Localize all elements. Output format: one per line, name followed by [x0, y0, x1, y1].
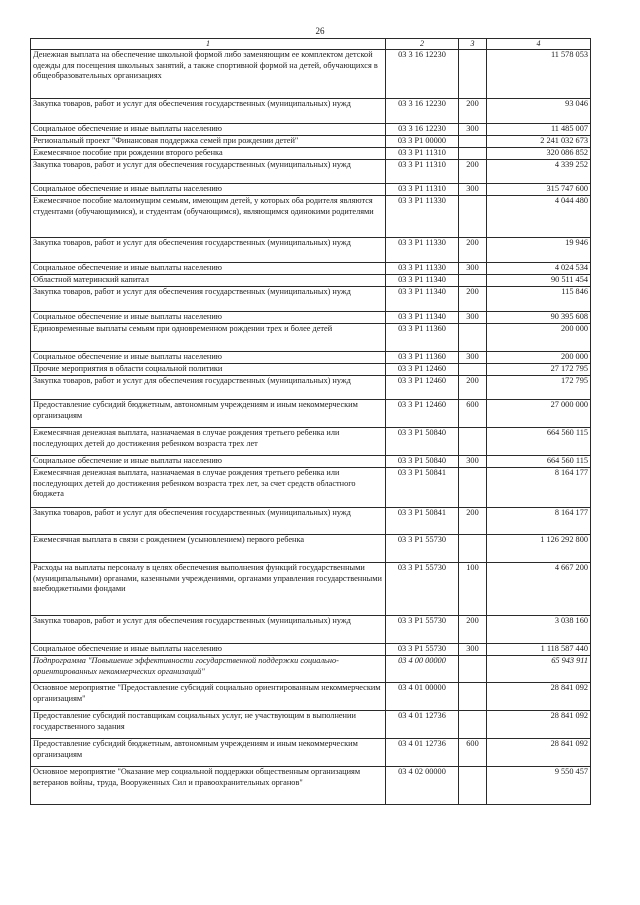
header-cell-amount: 4 — [487, 39, 591, 50]
row-kind: 200 — [459, 287, 487, 312]
row-code: 03 3 P1 55730 — [386, 563, 459, 616]
row-kind — [459, 468, 487, 508]
row-code: 03 3 16 12230 — [386, 124, 459, 136]
row-kind: 600 — [459, 400, 487, 428]
header-cell-name: 1 — [31, 39, 386, 50]
row-amount: 8 164 177 — [487, 508, 591, 535]
row-code: 03 3 P1 55730 — [386, 644, 459, 656]
row-amount: 664 560 115 — [487, 456, 591, 468]
row-code: 03 3 P1 55730 — [386, 535, 459, 563]
row-kind: 200 — [459, 616, 487, 644]
table-row — [31, 456, 591, 468]
row-code: 03 3 P1 11340 — [386, 275, 459, 287]
row-amount: 115 846 — [487, 287, 591, 312]
table-row — [31, 563, 591, 616]
row-name: Расходы на выплаты персоналу в целях обеспечения выполнения функций государственными (муниципальными) органами, казенными учреждениями, органами управления государственными внебюджетными фондами — [31, 563, 386, 616]
row-name: Подпрограмма "Повышение эффективности государственной поддержки социально-ориентированных некоммерческих организаций" — [31, 656, 386, 683]
table-row — [31, 508, 591, 535]
row-name: Закупка товаров, работ и услуг для обеспечения государственных (муниципальных) нужд — [31, 238, 386, 263]
row-kind: 200 — [459, 99, 487, 124]
table-row — [31, 352, 591, 364]
row-amount: 8 164 177 — [487, 468, 591, 508]
row-amount: 28 841 092 — [487, 711, 591, 739]
row-code: 03 3 P1 00000 — [386, 136, 459, 148]
row-name: Ежемесячное пособие малоимущим семьям, имеющим детей, у которых оба родителя являются студентами (обучающимися), и студентам (обучающимся), являющимся одинокими родителями — [31, 196, 386, 238]
row-kind — [459, 148, 487, 160]
row-kind — [459, 767, 487, 805]
row-code: 03 3 P1 11330 — [386, 196, 459, 238]
table-row — [31, 683, 591, 711]
row-amount: 65 943 911 — [487, 656, 591, 683]
row-code: 03 3 P1 12460 — [386, 364, 459, 376]
budget-table — [30, 38, 591, 805]
table-row — [31, 739, 591, 767]
table-row — [31, 616, 591, 644]
row-amount: 320 086 852 — [487, 148, 591, 160]
row-kind — [459, 50, 487, 99]
row-name: Закупка товаров, работ и услуг для обеспечения государственных (муниципальных) нужд — [31, 287, 386, 312]
header-cell-kind: 3 — [459, 39, 487, 50]
row-kind: 200 — [459, 238, 487, 263]
row-code: 03 3 P1 11340 — [386, 312, 459, 324]
page-number: 26 — [315, 26, 325, 36]
row-amount: 4 044 480 — [487, 196, 591, 238]
row-code: 03 3 P1 50840 — [386, 428, 459, 456]
row-kind: 200 — [459, 508, 487, 535]
row-code: 03 3 16 12230 — [386, 50, 459, 99]
row-kind — [459, 275, 487, 287]
row-amount: 2 241 032 673 — [487, 136, 591, 148]
row-name: Прочие мероприятия в области социальной политики — [31, 364, 386, 376]
row-kind — [459, 683, 487, 711]
row-name: Основное мероприятие "Оказание мер социальной поддержки общественным организациям ветеранов войны, труда, Вооруженных Сил и правоохранительных органов" — [31, 767, 386, 805]
row-code: 03 3 P1 50841 — [386, 468, 459, 508]
row-amount: 90 395 608 — [487, 312, 591, 324]
row-name: Предоставление субсидий бюджетным, автономным учреждениям и иным некоммерческим организациям — [31, 739, 386, 767]
row-code: 03 3 P1 11330 — [386, 238, 459, 263]
table-row — [31, 400, 591, 428]
table-row — [31, 656, 591, 683]
row-amount: 1 126 292 800 — [487, 535, 591, 563]
table-row — [31, 124, 591, 136]
row-kind — [459, 196, 487, 238]
row-kind — [459, 428, 487, 456]
row-name: Социальное обеспечение и иные выплаты населению — [31, 124, 386, 136]
table-row — [31, 263, 591, 275]
row-name: Ежемесячная денежная выплата, назначаемая в случае рождения третьего ребенка или последующих детей до достижения ребенком возраста трех лет — [31, 428, 386, 456]
row-amount: 200 000 — [487, 352, 591, 364]
table-row — [31, 50, 591, 99]
table-row — [31, 535, 591, 563]
row-kind — [459, 136, 487, 148]
row-name: Закупка товаров, работ и услуг для обеспечения государственных (муниципальных) нужд — [31, 160, 386, 184]
row-code: 03 4 01 12736 — [386, 739, 459, 767]
row-amount: 93 046 — [487, 99, 591, 124]
row-amount: 200 000 — [487, 324, 591, 352]
row-name: Закупка товаров, работ и услуг для обеспечения государственных (муниципальных) нужд — [31, 99, 386, 124]
table-row — [31, 148, 591, 160]
table-row — [31, 196, 591, 238]
row-code: 03 3 P1 11340 — [386, 287, 459, 312]
row-kind: 300 — [459, 312, 487, 324]
row-name: Социальное обеспечение и иные выплаты населению — [31, 352, 386, 364]
row-amount: 3 038 160 — [487, 616, 591, 644]
row-name: Социальное обеспечение и иные выплаты населению — [31, 312, 386, 324]
row-code: 03 3 P1 11310 — [386, 160, 459, 184]
row-name: Социальное обеспечение и иные выплаты населению — [31, 184, 386, 196]
row-name: Ежемесячное пособие при рождении второго ребенка — [31, 148, 386, 160]
row-kind: 300 — [459, 352, 487, 364]
row-name: Социальное обеспечение и иные выплаты населению — [31, 644, 386, 656]
row-amount: 9 550 457 — [487, 767, 591, 805]
row-name: Предоставление субсидий бюджетным, автономным учреждениям и иным некоммерческим организациям — [31, 400, 386, 428]
row-kind: 100 — [459, 563, 487, 616]
row-code: 03 3 P1 11360 — [386, 352, 459, 364]
row-name: Ежемесячная денежная выплата, назначаемая в случае рождения третьего ребенка или последующих детей до достижения ребенком возраста трех лет, за счет средств областного бюджета — [31, 468, 386, 508]
row-code: 03 3 P1 55730 — [386, 616, 459, 644]
row-name: Закупка товаров, работ и услуг для обеспечения государственных (муниципальных) нужд — [31, 508, 386, 535]
row-code: 03 4 01 00000 — [386, 683, 459, 711]
table-row — [31, 287, 591, 312]
row-code: 03 3 P1 11310 — [386, 184, 459, 196]
table-row — [31, 136, 591, 148]
row-amount: 11 485 007 — [487, 124, 591, 136]
row-name: Региональный проект "Финансовая поддержка семей при рождении детей" — [31, 136, 386, 148]
row-amount: 172 795 — [487, 376, 591, 400]
row-kind: 300 — [459, 263, 487, 275]
row-kind — [459, 324, 487, 352]
row-code: 03 4 01 12736 — [386, 711, 459, 739]
table-row — [31, 238, 591, 263]
table-row — [31, 468, 591, 508]
table-row — [31, 644, 591, 656]
row-name: Закупка товаров, работ и услуг для обеспечения государственных (муниципальных) нужд — [31, 376, 386, 400]
row-code: 03 3 P1 50840 — [386, 456, 459, 468]
row-kind: 600 — [459, 739, 487, 767]
table-row — [31, 324, 591, 352]
table-row — [31, 428, 591, 456]
row-code: 03 3 P1 11310 — [386, 148, 459, 160]
row-kind: 200 — [459, 376, 487, 400]
row-code: 03 3 P1 12460 — [386, 400, 459, 428]
table-row — [31, 711, 591, 739]
row-name: Социальное обеспечение и иные выплаты населению — [31, 456, 386, 468]
row-kind: 300 — [459, 456, 487, 468]
row-amount: 28 841 092 — [487, 683, 591, 711]
row-amount: 4 024 534 — [487, 263, 591, 275]
row-amount: 28 841 092 — [487, 739, 591, 767]
table-row — [31, 767, 591, 805]
row-amount: 1 118 587 440 — [487, 644, 591, 656]
row-code: 03 4 02 00000 — [386, 767, 459, 805]
table-row — [31, 99, 591, 124]
row-code: 03 3 P1 12460 — [386, 376, 459, 400]
row-name: Предоставление субсидий поставщикам социальных услуг, не участвующим в выполнении государственного задания — [31, 711, 386, 739]
row-amount: 664 560 115 — [487, 428, 591, 456]
row-amount: 315 747 600 — [487, 184, 591, 196]
row-amount: 19 946 — [487, 238, 591, 263]
row-kind — [459, 711, 487, 739]
table-row — [31, 184, 591, 196]
row-name: Ежемесячная выплата в связи с рождением (усыновлением) первого ребенка — [31, 535, 386, 563]
header-cell-code: 2 — [386, 39, 459, 50]
row-name: Социальное обеспечение и иные выплаты населению — [31, 263, 386, 275]
row-kind: 300 — [459, 124, 487, 136]
row-code: 03 4 00 00000 — [386, 656, 459, 683]
row-kind: 300 — [459, 644, 487, 656]
table-row — [31, 376, 591, 400]
row-kind — [459, 656, 487, 683]
row-name: Единовременные выплаты семьям при одновременном рождении трех и более детей — [31, 324, 386, 352]
table-row — [31, 312, 591, 324]
row-name: Областной материнский капитал — [31, 275, 386, 287]
row-code: 03 3 P1 11330 — [386, 263, 459, 275]
table-row — [31, 275, 591, 287]
row-amount: 4 667 200 — [487, 563, 591, 616]
row-amount: 11 578 053 — [487, 50, 591, 99]
header-row — [31, 39, 591, 50]
row-code: 03 3 16 12230 — [386, 99, 459, 124]
table-row — [31, 364, 591, 376]
row-name: Основное мероприятие "Предоставление субсидий социально ориентированным некоммерческим организациям" — [31, 683, 386, 711]
row-kind: 200 — [459, 160, 487, 184]
row-amount: 27 172 795 — [487, 364, 591, 376]
table-row — [31, 160, 591, 184]
row-kind — [459, 364, 487, 376]
row-amount: 27 000 000 — [487, 400, 591, 428]
row-amount: 90 511 454 — [487, 275, 591, 287]
row-name: Закупка товаров, работ и услуг для обеспечения государственных (муниципальных) нужд — [31, 616, 386, 644]
row-name: Денежная выплата на обеспечение школьной формой либо заменяющим ее комплектом детской одежды для посещения школьных занятий, а также спортивной формой на детей, обучающихся в общеобразовательных организациях — [31, 50, 386, 99]
row-code: 03 3 P1 50841 — [386, 508, 459, 535]
row-code: 03 3 P1 11360 — [386, 324, 459, 352]
row-amount: 4 339 252 — [487, 160, 591, 184]
row-kind — [459, 535, 487, 563]
row-kind: 300 — [459, 184, 487, 196]
